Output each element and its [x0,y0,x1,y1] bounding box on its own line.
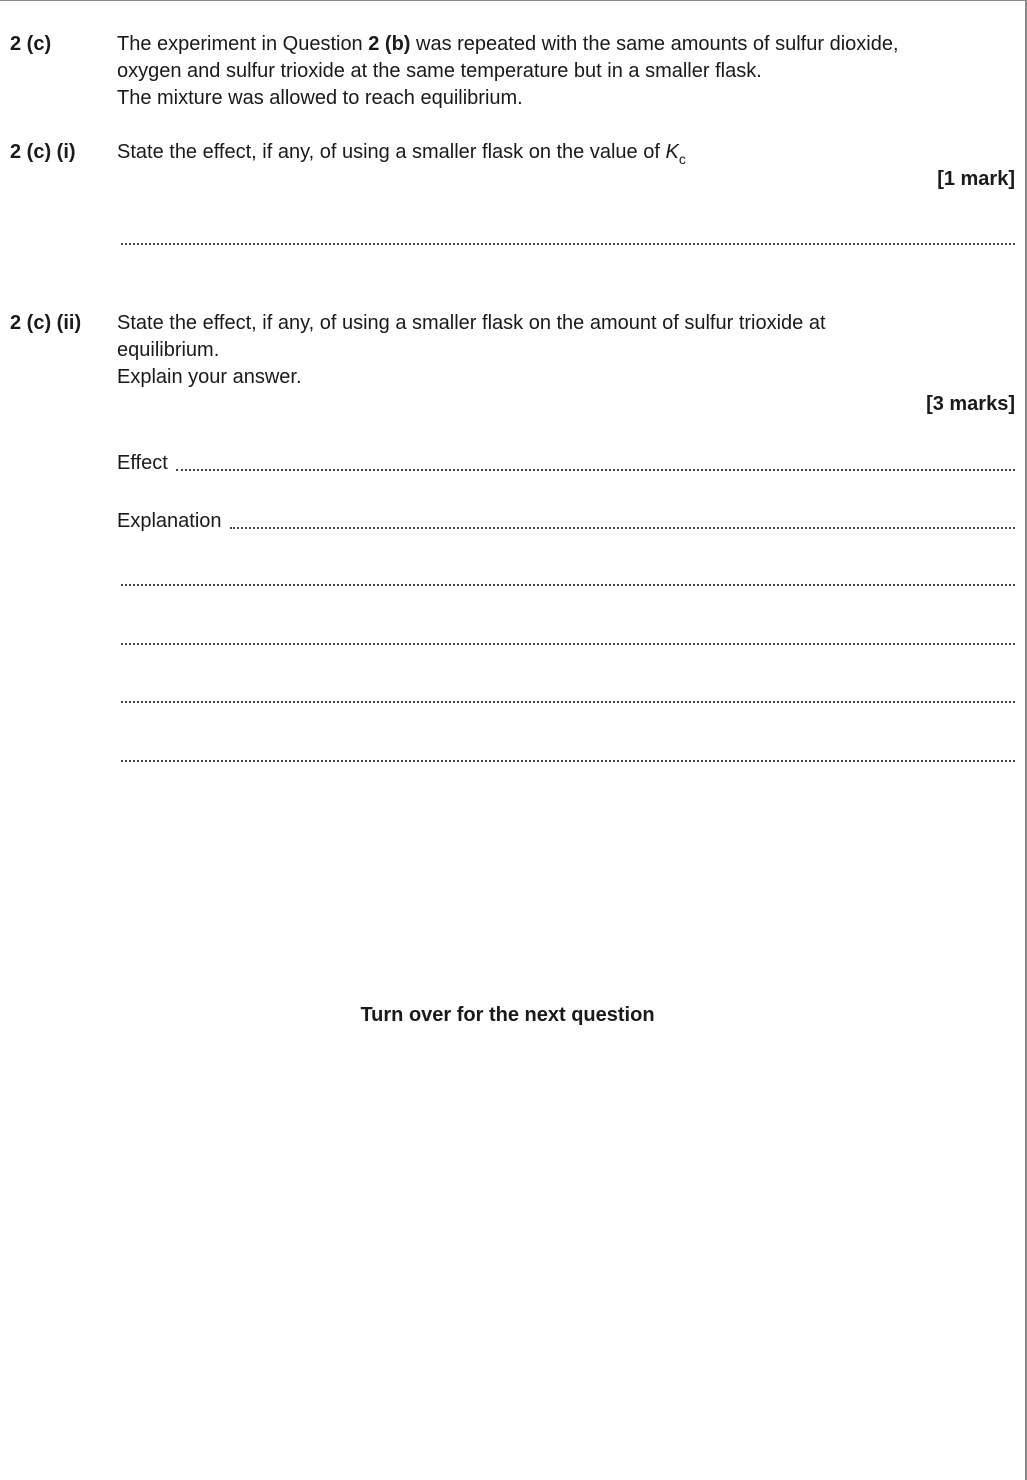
question-2ci-text [117,139,1017,167]
marks-2cii: [3 marks] [926,393,1015,415]
question-2c-line-1-pre: The experiment in Question [117,33,369,55]
question-number-2ci: 2 (c) (i) [10,141,76,163]
explanation-label: Explanation [117,510,222,532]
effect-answer-line[interactable] [176,469,1015,471]
kc-symbol: K [665,141,679,163]
answer-line-2ci[interactable] [121,243,1015,245]
question-2c-text [117,31,1017,112]
question-2ci-prompt: State the effect, if any, of using a smaller flask on the value of [117,141,666,163]
question-number-2c: 2 (c) [10,33,52,55]
marks-2ci: [1 mark] [937,168,1015,190]
question-2cii-line-1: State the effect, if any, of using a smaller flask on the amount of sulfur trioxide at [117,312,826,334]
question-2cii-line-2: equilibrium. [117,339,220,361]
effect-label: Effect [117,452,168,474]
answer-line-2cii-3[interactable] [121,701,1015,703]
explanation-answer-line[interactable] [230,527,1015,529]
answer-line-2cii-4[interactable] [121,760,1015,762]
question-2cii-text [117,310,1017,391]
question-2cii-line-3: Explain your answer. [117,366,302,388]
question-2c-reference: 2 (b) [368,33,411,55]
answer-line-2cii-1[interactable] [121,584,1015,586]
question-number-2cii: 2 (c) (ii) [10,312,82,334]
question-2c-line-3: The mixture was allowed to reach equilibrium. [117,87,523,109]
kc-subscript: c [678,151,686,167]
answer-line-2cii-2[interactable] [121,643,1015,645]
question-2c-line-1-post: was repeated with the same amounts of sulfur dioxide, [410,33,899,55]
page-border-top [0,0,1027,1]
effect-answer-row [117,450,1015,477]
explanation-answer-row [117,508,1015,535]
question-2c-line-2: oxygen and sulfur trioxide at the same temperature but in a smaller flask. [117,60,762,82]
turn-over-note: Turn over for the next question [360,1004,655,1026]
question-2c-line-1 [117,31,1017,58]
